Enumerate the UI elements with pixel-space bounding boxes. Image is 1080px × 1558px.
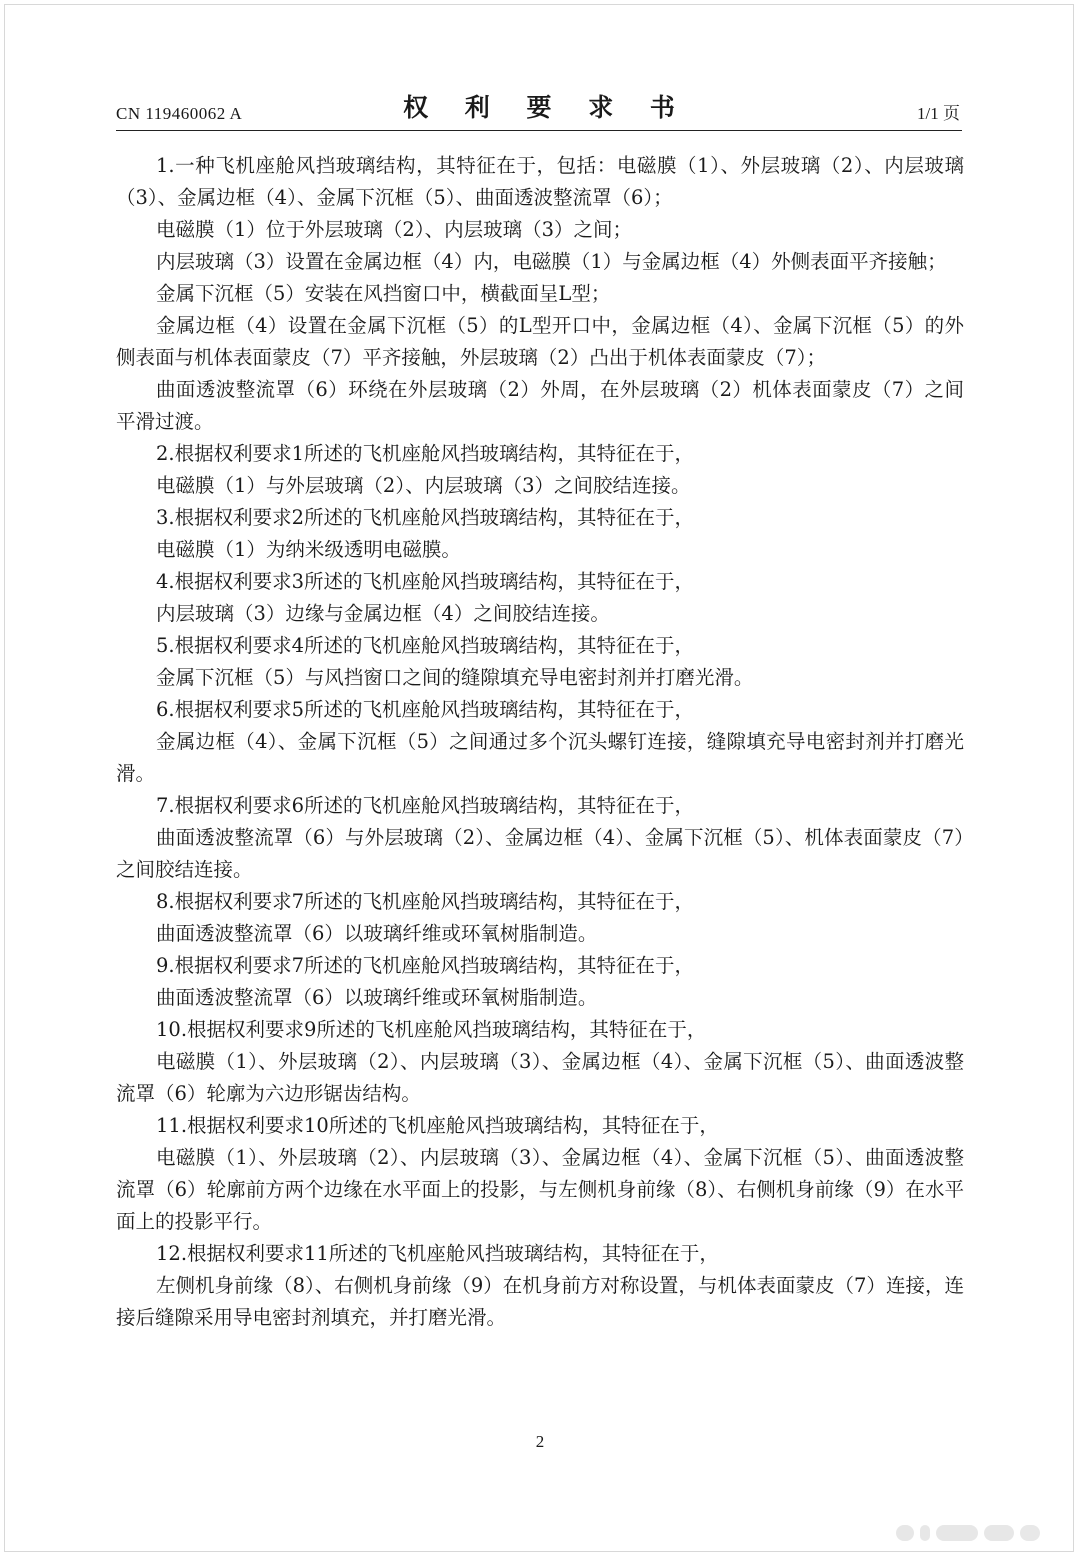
watermark-mark — [920, 1525, 930, 1541]
claim-paragraph: 电磁膜（1）、外层玻璃（2）、内层玻璃（3）、金属边框（4）、金属下沉框（5）、曲面透波整流罩（6）轮廓为六边形锯齿结构。 — [116, 1050, 964, 1105]
claim-paragraph: 6.根据权利要求5所述的飞机座舱风挡玻璃结构，其特征在于， — [156, 698, 695, 721]
claim-paragraph: 4.根据权利要求3所述的飞机座舱风挡玻璃结构，其特征在于， — [156, 570, 695, 593]
claim-paragraph: 7.根据权利要求6所述的飞机座舱风挡玻璃结构，其特征在于， — [156, 794, 695, 817]
page-number: 2 — [535, 1432, 545, 1451]
watermark-mark — [984, 1525, 1014, 1541]
claim-paragraph: 电磁膜（1）与外层玻璃（2）、内层玻璃（3）之间胶结连接。 — [156, 474, 691, 497]
claim-paragraph: 曲面透波整流罩（6）环绕在外层玻璃（2）外周，在外层玻璃（2）机体表面蒙皮（7）之间平滑过渡。 — [116, 378, 964, 433]
watermark-logo — [896, 1520, 1066, 1546]
claim-paragraph: 内层玻璃（3）设置在金属边框（4）内，电磁膜（1）与金属边框（4）外侧表面平齐接触； — [156, 250, 947, 273]
claim-paragraph: 3.根据权利要求2所述的飞机座舱风挡玻璃结构，其特征在于， — [156, 506, 695, 529]
claim-paragraph: 曲面透波整流罩（6）与外层玻璃（2）、金属边框（4）、金属下沉框（5）、机体表面蒙皮（7）之间胶结连接。 — [116, 826, 964, 881]
claim-paragraph: 电磁膜（1）、外层玻璃（2）、内层玻璃（3）、金属边框（4）、金属下沉框（5）、曲面透波整流罩（6）轮廓前方两个边缘在水平面上的投影，与左侧机身前缘（8）、右侧机身前缘（9）在水平面上的投影平行。 — [116, 1146, 964, 1233]
claim-paragraph: 左侧机身前缘（8）、右侧机身前缘（9）在机身前方对称设置，与机体表面蒙皮（7）连接，连接后缝隙采用导电密封剂填充，并打磨光滑。 — [116, 1274, 964, 1329]
claim-paragraph: 金属下沉框（5）与风挡窗口之间的缝隙填充导电密封剂并打磨光滑。 — [156, 666, 754, 689]
claim-paragraph: 曲面透波整流罩（6）以玻璃纤维或环氧树脂制造。 — [156, 922, 598, 945]
patent-number: CN 119460062 A — [116, 104, 243, 123]
claim-paragraph: 11.根据权利要求10所述的飞机座舱风挡玻璃结构，其特征在于， — [156, 1114, 719, 1137]
document-header — [116, 92, 962, 131]
watermark-mark — [1020, 1525, 1040, 1541]
claims-body — [116, 150, 964, 1334]
page-indicator: 1/1 页 — [917, 104, 960, 123]
claim-paragraph: 9.根据权利要求7所述的飞机座舱风挡玻璃结构，其特征在于， — [156, 954, 695, 977]
document-title: 权 利 要 求 书 — [403, 93, 689, 122]
claim-paragraph: 8.根据权利要求7所述的飞机座舱风挡玻璃结构，其特征在于， — [156, 890, 695, 913]
claim-paragraph: 12.根据权利要求11所述的飞机座舱风挡玻璃结构，其特征在于， — [156, 1242, 719, 1265]
watermark-mark — [936, 1525, 978, 1541]
claim-paragraph: 金属边框（4）设置在金属下沉框（5）的L型开口中，金属边框（4）、金属下沉框（5）的外侧表面与机体表面蒙皮（7）平齐接触，外层玻璃（2）凸出于机体表面蒙皮（7）； — [116, 314, 964, 369]
claim-paragraph: 1.一种飞机座舱风挡玻璃结构，其特征在于，包括：电磁膜（1）、外层玻璃（2）、内层玻璃（3）、金属边框（4）、金属下沉框（5）、曲面透波整流罩（6）； — [116, 154, 964, 209]
claim-paragraph: 2.根据权利要求1所述的飞机座舱风挡玻璃结构，其特征在于， — [156, 442, 695, 465]
claim-paragraph: 电磁膜（1）位于外层玻璃（2）、内层玻璃（3）之间； — [156, 218, 632, 241]
claim-paragraph: 10.根据权利要求9所述的飞机座舱风挡玻璃结构，其特征在于， — [156, 1018, 707, 1041]
claim-paragraph: 电磁膜（1）为纳米级透明电磁膜。 — [156, 538, 461, 561]
claim-paragraph: 曲面透波整流罩（6）以玻璃纤维或环氧树脂制造。 — [156, 986, 598, 1009]
claim-paragraph: 内层玻璃（3）边缘与金属边框（4）之间胶结连接。 — [156, 602, 610, 625]
claim-paragraph: 5.根据权利要求4所述的飞机座舱风挡玻璃结构，其特征在于， — [156, 634, 695, 657]
watermark-mark — [896, 1525, 914, 1541]
claim-paragraph: 金属下沉框（5）安装在风挡窗口中，横截面呈L型； — [156, 282, 611, 305]
claim-paragraph: 金属边框（4）、金属下沉框（5）之间通过多个沉头螺钉连接，缝隙填充导电密封剂并打磨光滑。 — [116, 730, 964, 785]
